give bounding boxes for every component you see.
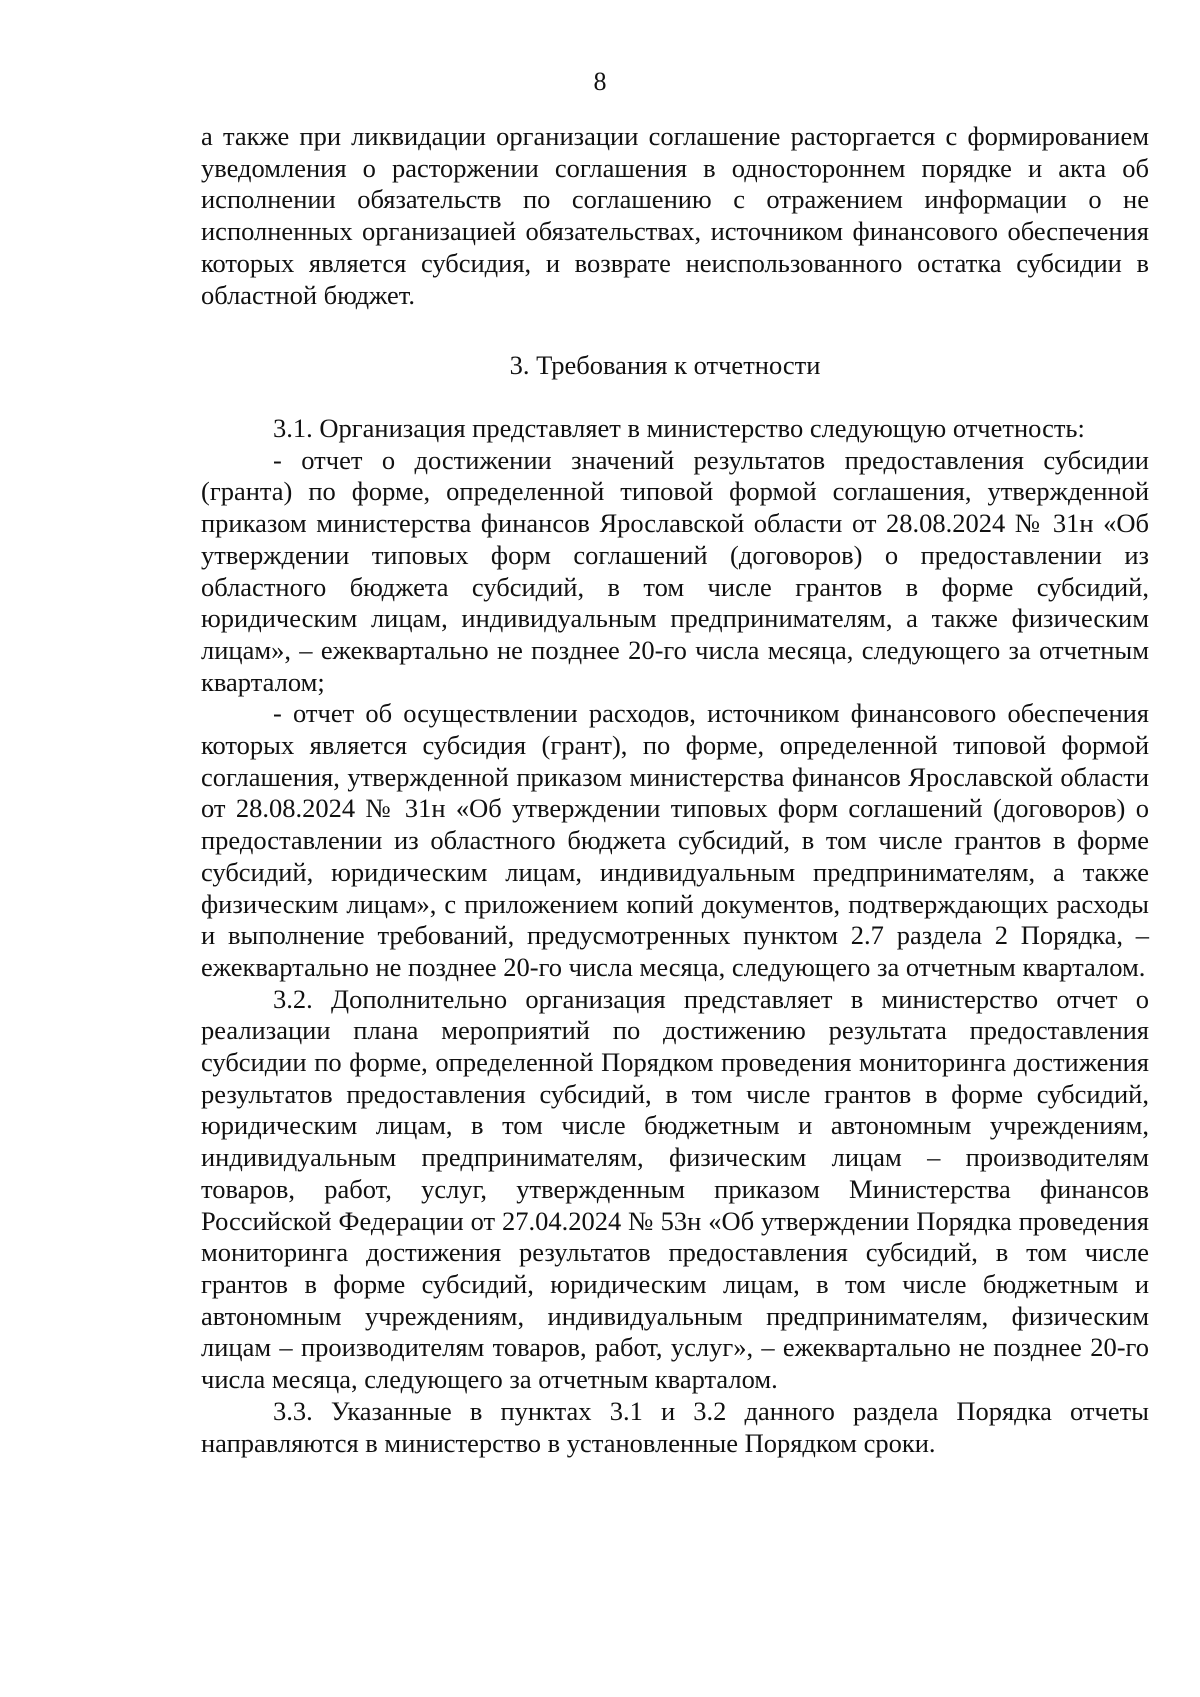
- intro-paragraph: а также при ликвидации организации соглашение расторгается с формированием уведомления о расторжении соглашения в одностороннем порядке и акта об исполнении обязательств по соглашению с отражением информации о не исполненных организацией обязательствах, источником финансового обеспечения которых является субсидия, и возврате неиспользованного остатка субсидии в областной бюджет.: [201, 121, 1149, 310]
- section-body: [201, 413, 1149, 1459]
- paragraph-3-2: 3.2. Дополнительно организация представляет в министерство отчет о реализации плана мероприятий по достижению результата предоставления субсидии по форме, определенной Порядком проведения мониторинга достижения результатов предоставления субсидий, в том числе грантов в форме субсидий, юридическим лицам, в том числе бюджетным и автономным учреждениям, индивидуальным предпринимателям, физическим лицам – производителям товаров, работ, услуг, утвержденным приказом Министерства финансов Российской Федерации от 27.04.2024 № 53н «Об утверждении Порядка проведения мониторинга достижения результатов предоставления субсидий, в том числе грантов в форме субсидий, юридическим лицам, в том числе бюджетным и автономным учреждениям, индивидуальным предпринимателям, физическим лицам – производителям товаров, работ, услуг», – ежеквартально не позднее 20-го числа месяца, следующего за отчетным кварталом.: [201, 983, 1149, 1395]
- paragraph-report-expenses: - отчет об осуществлении расходов, источником финансового обеспечения которых является субсидия (грант), по форме, определенной типовой формой соглашения, утвержденной приказом министерства финансов Ярославской области от 28.08.2024 № 31н «Об утверждении типовых форм соглашений (договоров) о предоставлении из областного бюджета субсидий, в том числе грантов в форме субсидий, юридическим лицам, индивидуальным предпринимателям, а также физическим лицам», с приложением копий документов, подтверждающих расходы и выполнение требований, предусмотренных пунктом 2.7 раздела 2 Порядка, – ежеквартально не позднее 20-го числа месяца, следующего за отчетным кварталом.: [201, 698, 1149, 982]
- page-number: 8: [593, 67, 607, 96]
- intro-text-block: [201, 121, 1149, 311]
- paragraph-report-results: - отчет о достижении значений результатов предоставления субсидии (гранта) по форме, определенной типовой формой соглашения, утвержденной приказом министерства финансов Ярославской области от 28.08.2024 № 31н «Об утверждении типовых форм соглашений (договоров) о предоставлении из областного бюджета субсидий, в том числе грантов в форме субсидий, юридическим лицам, индивидуальным предпринимателям, а также физическим лицам», – ежеквартально не позднее 20-го числа месяца, следующего за отчетным кварталом;: [201, 444, 1149, 697]
- section-heading: 3. Требования к отчетности: [509, 350, 821, 380]
- paragraph-3-1: 3.1. Организация представляет в министерство следующую отчетность:: [273, 413, 1085, 443]
- paragraph-3-3: 3.3. Указанные в пунктах 3.1 и 3.2 данного раздела Порядка отчеты направляются в министерство в установленные Порядком сроки.: [201, 1395, 1149, 1458]
